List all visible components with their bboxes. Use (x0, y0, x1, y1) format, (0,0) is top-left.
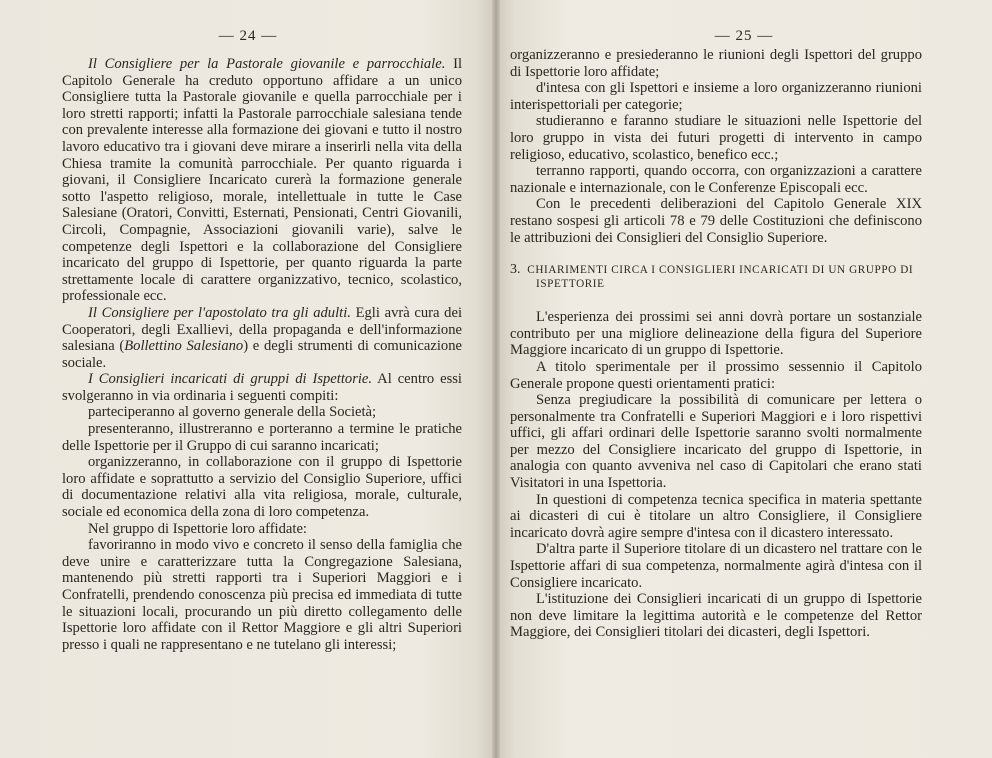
section-title: CHIARIMENTI CIRCA I CONSIGLIERI INCARICATI DI UN GRUPPO DI ISPETTORIE (527, 264, 914, 291)
paragraph: D'altra parte il Superiore titolare di un dicastero nel trattare con le Ispettorie affari di sua competenza, normalmente agirà d'intesa con il Consigliere incaricato. (510, 541, 922, 591)
right-page-body (510, 47, 922, 641)
paragraph: organizzeranno, in collaborazione con il gruppo di Ispettorie loro affidate e soprattutto a servizio del Consiglio Superiore, uffici di documentazione relativi alla vita religiosa, morale, culturale, sociale ed economica della zona di loro competenza. (62, 454, 462, 521)
left-page-body (62, 56, 462, 653)
section-number: 3. (510, 262, 521, 278)
paragraph: favoriranno in modo vivo e concreto il senso della famiglia che deve unire e caratterizzare tutta la Congregazione Salesiana, mantenendo più stretti rapporti tra i Superiori Maggiori e i Confratelli, prendendo conoscenza più precisa ed immediata di tutte le situazioni locali, procurando un più diretto collegamento delle Ispettorie loro affidate con il Rettor Maggiore e gli altri Superiori presso i quali ne rappresentano e ne tutelano gli interessi; (62, 537, 462, 653)
paragraph-text: ) e degli strumenti di comunicazione sociale. (62, 338, 462, 371)
paragraph: d'intesa con gli Ispettori e insieme a loro organizzeranno riunioni interispettoriali per categorie; (510, 80, 922, 113)
paragraph (62, 56, 462, 305)
paragraph: terranno rapporti, quando occorra, con organizzazioni a carattere nazionale e internazionale, con le Conferenze Episcopali ecc. (510, 163, 922, 196)
paragraph-title: Il Consigliere per la Pastorale giovanile e parrocchiale. (88, 56, 446, 72)
paragraph: Senza pregiudicare la possibilità di comunicare per lettera o personalmente tra Confratelli e Superiori Maggiori e i loro rispettivi uffici, gli affari ordinari delle Ispettorie saranno svolti normalmente per mezzo del Consigliere incaricato del gruppo di Ispettorie, in analogia con quanto avveniva nel caso di Capitolari che erano stati Visitatori in una Ispettoria. (510, 392, 922, 492)
paragraph: A titolo sperimentale per il prossimo sessennio il Capitolo Generale propone questi orientamenti pratici: (510, 358, 922, 392)
paragraph: L'esperienza dei prossimi sei anni dovrà portare un sostanziale contributo per una migliore delineazione della figura del Superiore Maggiore incaricato di un gruppo di Ispettorie. (510, 309, 922, 359)
paragraph: L'istituzione dei Consiglieri incaricati di un gruppo di Ispettorie non deve limitare la legittima autorità e le competenze del Rettor Maggiore, dei Consiglieri titolari dei dicasteri, degli Ispettori. (510, 591, 922, 641)
paragraph-text: Al centro essi svolgeranno in via ordinaria i seguenti compiti: (62, 371, 462, 404)
section-heading (510, 263, 922, 291)
paragraph: studieranno e faranno studiare le situazioni nelle Ispettorie del loro gruppo in vista dei futuri progetti di intervento in campo religioso, educativo, scolastico, benefico ecc.; (510, 113, 922, 163)
paragraph: Nel gruppo di Ispettorie loro affidate: (88, 520, 307, 537)
paragraph: organizzeranno e presiederanno le riunioni degli Ispettori del gruppo di Ispettorie loro affidate; (510, 47, 922, 80)
paragraph-title: Il Consigliere per l'apostolato tra gli adulti. (88, 304, 351, 321)
paragraph (62, 305, 462, 371)
right-page (496, 0, 992, 758)
book-gutter (492, 0, 500, 758)
paragraph-title: I Consiglieri incaricati di gruppi di Ispettorie. (88, 371, 373, 388)
paragraph (62, 371, 462, 404)
publication-title: Bollettino Salesiano (124, 338, 244, 355)
paragraph: In questioni di competenza tecnica specifica in materia spettante ai dicasteri di cui è titolare un altro Consigliere, il Consigliere incaricato dovrà agire sempre d'intesa con il dicastero interessato. (510, 491, 922, 541)
paragraph: Con le precedenti deliberazioni del Capitolo Generale XIX restano sospesi gli articoli 78 e 79 delle Costituzioni che definiscono le attribuzioni dei Consiglieri del Consiglio Superiore. (510, 196, 922, 246)
paragraph-text: Il Capitolo Generale ha creduto opportuno affidare a un unico Consigliere tutta la Pastorale giovanile e quella parrocchiale per i loro stretti rapporti; infatti la Pastorale parrocchiale salesiana tende con prevalente interesse alla formazione dei giovani e tutto il nostro lavoro educativo tra i giovani deve mirare a inserirli nella vita della Chiesa tramite la comunità parrocchiale. Per quanto riguarda i giovani, il Consigliere Incaricato curerà la formazione generale sotto l'aspetto religioso, morale, intellettuale in tutte le Case Salesiane (Oratori, Convitti, Esternati, Pensionati, Centri Giovanili, Circoli, Compagnie, Associazioni giovanili varie), salve le competenze degli Ispettori e la collaborazione del Consigliere incaricato del gruppo di Ispettorie, per quanto riguarda la parte strettamente locale di carattere organizzativo, tecnico, scolastico, professionale ecc. (62, 56, 462, 305)
paragraph-text: Egli avrà cura dei Cooperatori, degli Exallievi, della propaganda e dell'informazione salesiana ( (62, 304, 462, 355)
page-number: — 25 — (714, 28, 774, 44)
page-number: — 24 — (218, 28, 278, 44)
paragraph: parteciperanno al governo generale della Società; (88, 404, 377, 421)
paragraph: presenteranno, illustreranno e porteranno a termine le pratiche delle Ispettorie per il Gruppo di cui saranno incaricati; (62, 421, 462, 454)
